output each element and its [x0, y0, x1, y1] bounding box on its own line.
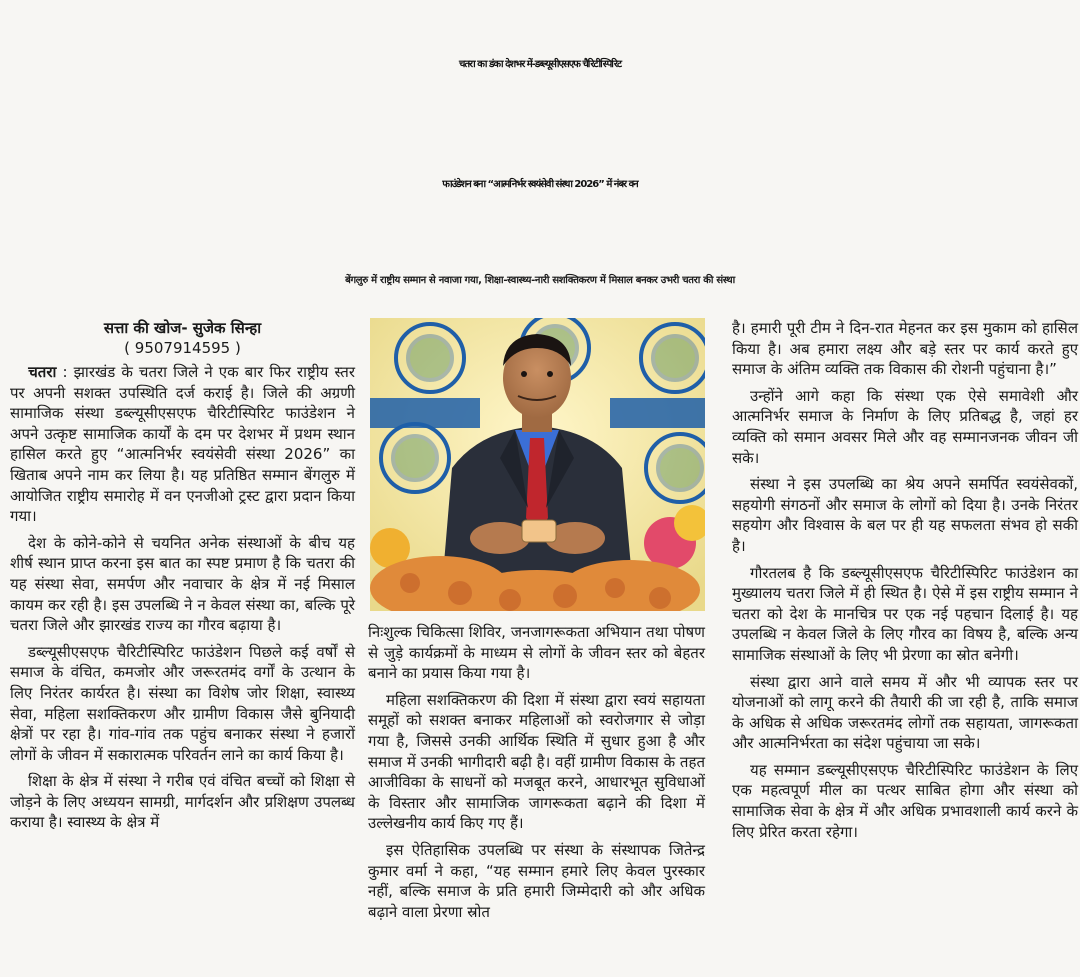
article-paragraph: संस्था द्वारा आने वाले समय में और भी व्यापक स्तर पर योजनाओं को लागू करने की तैयारी की जा रही है, ताकि समाज के अधिक से अधिक जरूरतमंद लोगों तक सहायता, जागरूकता और आत्मनिर्भरता का संदेश पहुंचाया जा सके। [732, 672, 1078, 753]
article-paragraph: है। हमारी पूरी टीम ने दिन-रात मेहनत कर इस मुकाम को हासिल किया है। अब हमारा लक्ष्य और बड़े स्तर पर कार्य करते हुए समाज के अंतिम व्यक्ति तक विकास की रोशनी पहुंचाना है।” [732, 319, 1078, 379]
article-column-3 [732, 318, 1078, 848]
article-paragraph: निःशुल्क चिकित्सा शिविर, जनजागरूकता अभियान तथा पोषण से जुड़े कार्यक्रमों के माध्यम से लोगों के जीवन स्तर को बेहतर बनाने का प्रयास किया गया है। [368, 623, 705, 683]
article-paragraph: चतरा : झारखंड के चतरा जिले ने एक बार फिर राष्ट्रीय स्तर पर अपनी सशक्त उपस्थिति दर्ज कराई है। जिले की अग्रणी सामाजिक संस्था डब्ल्यूसीएसएफ चैरिटीस्पिरिट फाउंडेशन ने अपने उत्कृष्ट सामाजिक कार्यों के दम पर देशभर में प्रथम स्थान हासिल करते हुए “आत्मनिर्भर स्वयंसेवी संस्था 2026” का खिताब अपने नाम कर लिया है। यह प्रतिष्ठित सम्मान बेंगलुरु में आयोजित राष्ट्रीय समारोह में वन एनजीओ ट्रस्ट द्वारा प्रदान किया गया। [10, 363, 355, 526]
article-paragraph: संस्था ने इस उपलब्धि का श्रेय अपने समर्पित स्वयंसेवकों, सहयोगी संगठनों और समाज के लोगों को दिया है। उनके निरंतर सहयोग और विश्वास के बल पर ही यह सफलता संभव हो सकी है। [732, 475, 1078, 555]
article-paragraph: डब्ल्यूसीएसएफ चैरिटीस्पिरिट फाउंडेशन पिछले कई वर्षों से समाज के वंचित, कमजोर और जरूरतमंद वर्गों के उत्थान के लिए निरंतर कार्यरत है। संस्था का विशेष जोर शिक्षा, स्वास्थ्य सेवा, महिला सशक्तिकरण और ग्रामीण विकास जैसे बुनियादी क्षेत्रों पर रहा है। गांव-गांव तक पहुंच बनाकर संस्था ने हजारों लोगों के जीवन में सकारात्मक परिवर्तन लाने का कार्य किया है। [10, 642, 355, 764]
article-column-2 [368, 622, 705, 928]
article-paragraph: शिक्षा के क्षेत्र में संस्था ने गरीब एवं वंचित बच्चों को शिक्षा से जोड़ने के लिए अध्ययन सामग्री, मार्गदर्शन और प्रशिक्षण उपलब्ध कराया है। स्वास्थ्य के क्षेत्र में [10, 772, 355, 832]
article-paragraph: गौरतलब है कि डब्ल्यूसीएसएफ चैरिटीस्पिरिट फाउंडेशन का मुख्यालय चतरा जिले में ही स्थित है। ऐसे में इस राष्ट्रीय सम्मान ने चतरा को देश के मानचित्र पर एक नई पहचान दिलाई है। यह उपलब्धि न केवल जिले के लिए गौरव का विषय है, बल्कि अन्य सामाजिक संस्थाओं के लिए भी प्रेरणा का स्रोत बनेगी। [732, 563, 1078, 664]
article-paragraph: महिला सशक्तिकरण की दिशा में संस्था द्वारा स्वयं सहायता समूहों को सशक्त बनाकर महिलाओं को स्वरोजगार से जोड़ा गया है, जिससे उनकी आर्थिक स्थिति में सुधार हुआ है और समाज में उनकी भागीदारी बढ़ी है। वहीं ग्रामीण विकास के तहत आजीविका के साधनों को मजबूत करने, आधारभूत सुविधाओं के विस्तार और सामाजिक जागरूकता बढ़ाने की दिशा में उल्लेखनीय कार्य किए गए हैं। [368, 690, 705, 833]
headline-line-1: चतरा का डंका देशभर में-डब्ल्यूसीएसएफ चैरिटीस्पिरिट [459, 59, 621, 70]
founder-photo [370, 318, 705, 611]
article-paragraph: देश के कोने-कोने से चयनित अनेक संस्थाओं के बीच यह शीर्ष स्थान प्राप्त करना इस बात का स्पष्ट प्रमाण है कि चतरा की यह संस्था सेवा, समर्पण और नवाचार के क्षेत्र में नई मिसाल कायम कर रही है। इस उपलब्धि ने न केवल संस्था का, बल्कि पूरे चतरा जिले और झारखंड राज्य का गौरव बढ़ाया है। [10, 533, 355, 635]
dateline: चतरा [28, 363, 57, 381]
headline-line-2: फाउंडेशन बना “आत्मनिर्भर स्वयंसेवी संस्था 2026” में नंबर वन [442, 179, 638, 190]
reporter-phone: ( 9507914595 ) [124, 339, 241, 357]
byline: सत्ता की खोज- सुजेक सिन्हा [103, 319, 262, 337]
article-column-1 [10, 318, 355, 839]
article-paragraph: इस ऐतिहासिक उपलब्धि पर संस्था के संस्थापक जितेन्द्र कुमार वर्मा ने कहा, “यह सम्मान हमारे लिए केवल पुरस्कार नहीं, बल्कि समाज के प्रति हमारी जिम्मेदारी को और अधिक बढ़ाने वाला प्रेरणा स्रोत [368, 840, 705, 921]
article-paragraph: यह सम्मान डब्ल्यूसीएसएफ चैरिटीस्पिरिट फाउंडेशन के लिए एक महत्वपूर्ण मील का पत्थर साबित होगा और संस्था को सामाजिक सेवा के क्षेत्र में और अधिक प्रभावशाली कार्य करने के लिए प्रेरित करता रहेगा। [732, 760, 1078, 841]
subheadline: बेंगलुरु में राष्ट्रीय सम्मान से नवाजा गया, शिक्षा-स्वास्थ्य-नारी सशक्तिकरण में मिसाल बनकर उभरी चतरा की संस्था [345, 275, 735, 286]
article-paragraph: उन्होंने आगे कहा कि संस्था एक ऐसे समावेशी और आत्मनिर्भर समाज के निर्माण के लिए प्रतिबद्ध है, जहां हर व्यक्ति को समान अवसर मिले और वह सम्मानजनक जीवन जी सके। [732, 386, 1078, 467]
